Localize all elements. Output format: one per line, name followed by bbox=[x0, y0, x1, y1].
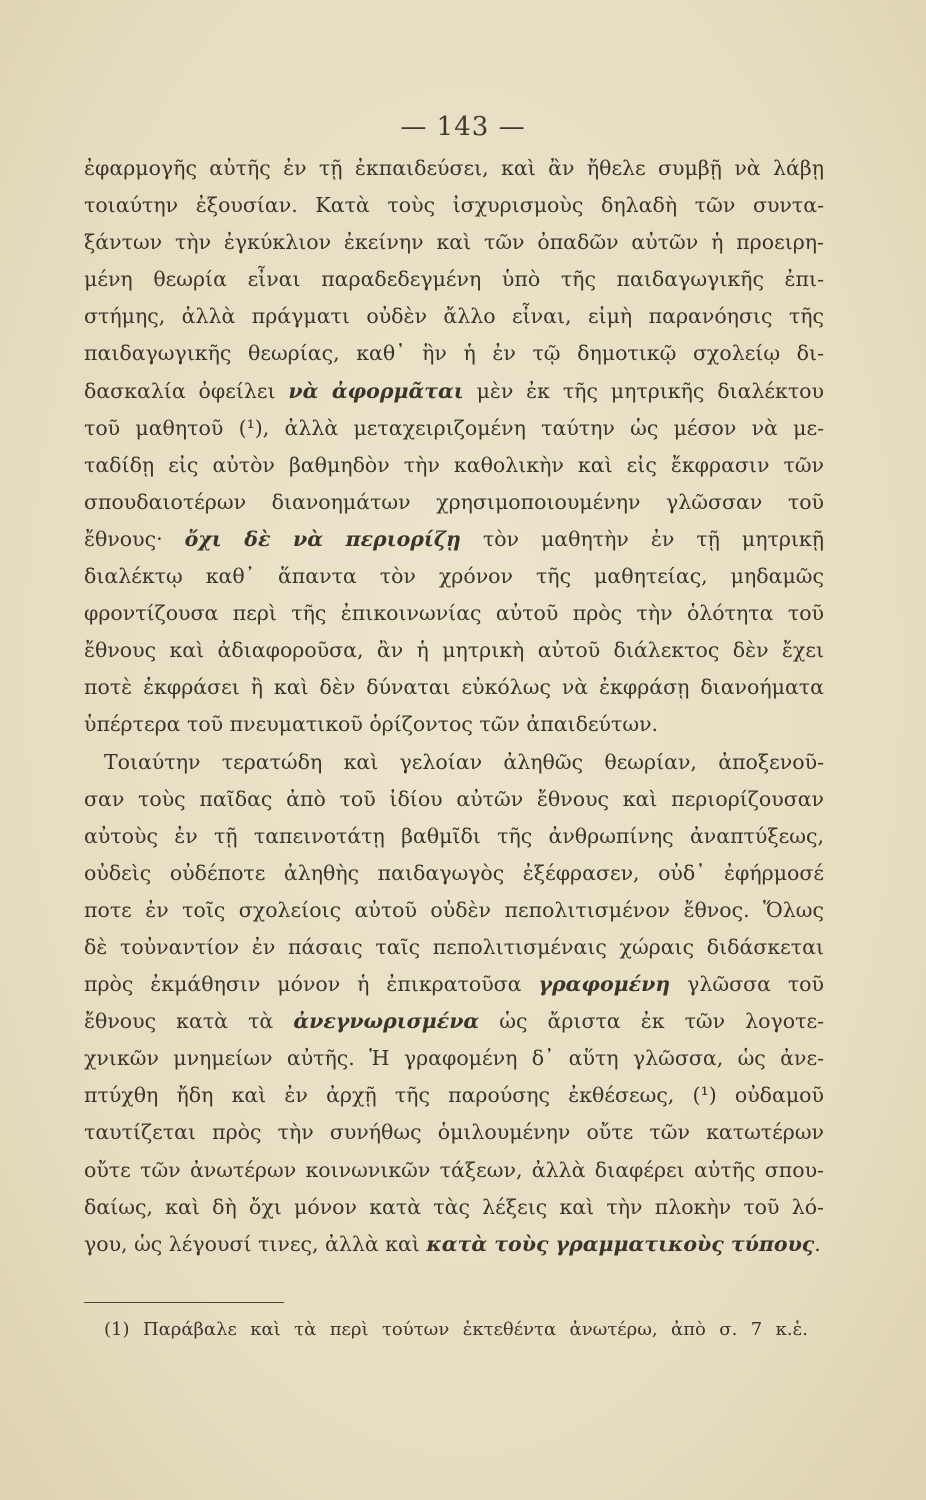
text-run: δασκαλία ὀφείλει bbox=[84, 378, 289, 403]
text-line bbox=[84, 521, 824, 558]
text-run: σαν τοὺς παῖδας ἀπὸ τοῦ ἰδίου αὐτῶν ἔθνους καὶ περιορίζουσαν bbox=[84, 786, 824, 811]
text-run: ξάντων τὴν ἐγκύκλιον ἐκείνην καὶ τῶν ὀπαδῶν αὐτῶν ἡ προειρη- bbox=[84, 230, 824, 255]
text-run: διαλέκτῳ καθ᾽ ἅπαντα τὸν χρόνον τῆς μαθητείας, μηδαμῶς bbox=[84, 564, 824, 589]
footnote: (1) Παράβαλε καὶ τὰ περὶ τούτων ἐκτεθέντα ἀνωτέρω, ἀπὸ σ. 7 κ.ἑ. bbox=[104, 1319, 808, 1340]
text-line bbox=[84, 298, 824, 335]
text-run: ποτε ἐν τοῖς σχολείοις αὐτοῦ οὐδὲν πεπολιτισμένον ἔθνος. Ὅλως bbox=[84, 897, 824, 922]
text-line bbox=[84, 1077, 824, 1114]
text-run: ὡς ἄριστα ἐκ τῶν λογοτε- bbox=[479, 1009, 824, 1034]
text-line bbox=[84, 855, 824, 892]
text-line bbox=[84, 1189, 824, 1226]
text-run: στήμης, ἀλλὰ πράγματι οὐδὲν ἄλλο εἶναι, εἰμὴ παρανόησις τῆς bbox=[84, 304, 824, 329]
text-line bbox=[84, 410, 824, 447]
text-line bbox=[84, 706, 824, 743]
text-run: αὐτοὺς ἐν τῇ ταπεινοτάτῃ βαθμῖδι τῆς ἀνθρωπίνης ἀναπτύξεως, bbox=[84, 823, 824, 848]
text-line bbox=[84, 1114, 824, 1151]
text-run: ἔθνους καὶ ἀδιαφοροῦσα, ἂν ἡ μητρικὴ αὐτοῦ διάλεκτος δὲν ἔχει bbox=[84, 638, 824, 663]
text-run: ἐφαρμογῆς αὐτῆς ἐν τῇ ἐκπαιδεύσει, καὶ ἂν ἤθελε συμβῇ νὰ λάβῃ bbox=[84, 156, 824, 180]
text-run: ποτὲ ἐκφράσει ἢ καὶ δὲν δύναται εὐκόλως νὰ ἐκφράσῃ διανοήματα bbox=[84, 675, 824, 700]
text-run: ταυτίζεται πρὸς τὴν συνήθως ὁμιλουμένην οὔτε τῶν κατωτέρων bbox=[84, 1120, 824, 1145]
text-run: παιδαγωγικῆς θεωρίας, καθ᾽ ἣν ἡ ἐν τῷ δημοτικῷ σχολείῳ δι- bbox=[84, 341, 824, 366]
text-run: πρὸς ἐκμάθησιν μόνον ἡ ἐπικρατοῦσα bbox=[84, 972, 539, 997]
text-run: γου, ὡς λέγουσί τινες, ἀλλὰ καὶ bbox=[84, 1231, 427, 1256]
text-run: ἔθνους κατὰ τὰ bbox=[84, 1009, 294, 1034]
text-line bbox=[84, 744, 824, 781]
emphasized-text: κατὰ τοὺς γραμματικοὺς τύπους bbox=[426, 1231, 815, 1256]
emphasized-text: νὰ ἀφορμᾶται bbox=[288, 378, 464, 403]
text-run: γλῶσσα τοῦ bbox=[670, 972, 824, 997]
text-run: ὑπέρτερα τοῦ πνευματικοῦ ὁρίζοντος τῶν ἀπαιδεύτων. bbox=[84, 712, 659, 737]
text-run: πτύχθη ἤδη καὶ ἐν ἀρχῇ τῆς παρούσης ἐκθέσεως, (¹) οὐδαμοῦ bbox=[84, 1083, 824, 1108]
body-text bbox=[84, 150, 824, 1263]
text-run: τοιαύτην ἐξουσίαν. Κατὰ τοὺς ἰσχυρισμοὺς δηλαδὴ τῶν συντα- bbox=[84, 193, 824, 218]
text-line bbox=[84, 447, 824, 484]
text-line bbox=[84, 632, 824, 669]
text-line bbox=[84, 150, 824, 187]
text-line bbox=[84, 558, 824, 595]
text-run: ταδίδῃ εἰς αὐτὸν βαθμηδὸν τὴν καθολικὴν καὶ εἰς ἔκφρασιν τῶν bbox=[84, 452, 824, 477]
text-line bbox=[84, 224, 824, 261]
text-run: τοῦ μαθητοῦ (¹), ἀλλὰ μεταχειριζομένη ταύτην ὡς μέσον νὰ με- bbox=[84, 415, 824, 440]
text-run: τὸν μαθητὴν ἐν τῇ μητρικῇ bbox=[460, 526, 825, 551]
text-run: φροντίζουσα περὶ τῆς ἐπικοινωνίας αὐτοῦ πρὸς τὴν ὁλότητα τοῦ bbox=[84, 601, 824, 626]
emphasized-text: ὄχι δὲ νὰ περιορίζῃ bbox=[184, 526, 461, 551]
text-run: χνικῶν μνημείων αὐτῆς. Ἡ γραφομένη δ᾽ αὕτη γλῶσσα, ὡς ἀνε- bbox=[84, 1046, 824, 1071]
text-run: Τοιαύτην τερατώδη καὶ γελοίαν ἀληθῶς θεωρίαν, ἀποξενοῦ- bbox=[104, 749, 824, 774]
text-line bbox=[84, 892, 824, 929]
text-run: . bbox=[814, 1231, 821, 1256]
text-line bbox=[84, 335, 824, 372]
text-run: μὲν ἐκ τῆς μητρικῆς διαλέκτου bbox=[463, 378, 824, 403]
text-line bbox=[84, 187, 824, 224]
text-run: δὲ τοὐναντίον ἐν πάσαις ταῖς πεπολιτισμέναις χώραις διδάσκεται bbox=[84, 934, 824, 959]
text-line bbox=[84, 1040, 824, 1077]
text-line bbox=[84, 373, 824, 410]
emphasized-text: γραφομένη bbox=[538, 972, 671, 997]
text-run: οὔτε τῶν ἀνωτέρων κοινωνικῶν τάξεων, ἀλλὰ διαφέρει αὐτῆς σπου- bbox=[84, 1157, 824, 1182]
text-line bbox=[84, 484, 824, 521]
text-line bbox=[84, 1003, 824, 1040]
text-line bbox=[84, 1226, 824, 1263]
text-line bbox=[84, 818, 824, 855]
text-line bbox=[84, 669, 824, 706]
text-run: σπουδαιοτέρων διανοημάτων χρησιμοποιουμένην γλῶσσαν τοῦ bbox=[84, 489, 824, 514]
footnote-rule bbox=[84, 1302, 284, 1303]
text-run: μένη θεωρία εἶναι παραδεδεγμένη ὑπὸ τῆς παιδαγωγικῆς ἐπι- bbox=[84, 267, 824, 292]
page-number: — 143 — bbox=[400, 112, 526, 142]
text-run: οὐδεὶς οὐδέποτε ἀληθὴς παιδαγωγὸς ἐξέφρασεν, οὐδ᾽ ἐφήρμοσέ bbox=[84, 860, 824, 885]
text-line bbox=[84, 929, 824, 966]
text-line bbox=[84, 781, 824, 818]
text-line bbox=[84, 966, 824, 1003]
emphasized-text: ἀνεγνωρισμένα bbox=[293, 1009, 480, 1034]
text-run: ἔθνους· bbox=[84, 526, 185, 551]
text-line bbox=[84, 595, 824, 632]
text-run: δαίως, καὶ δὴ ὄχι μόνον κατὰ τὰς λέξεις καὶ τὴν πλοκὴν τοῦ λό- bbox=[84, 1194, 824, 1219]
text-line bbox=[84, 1152, 824, 1189]
text-line bbox=[84, 261, 824, 298]
